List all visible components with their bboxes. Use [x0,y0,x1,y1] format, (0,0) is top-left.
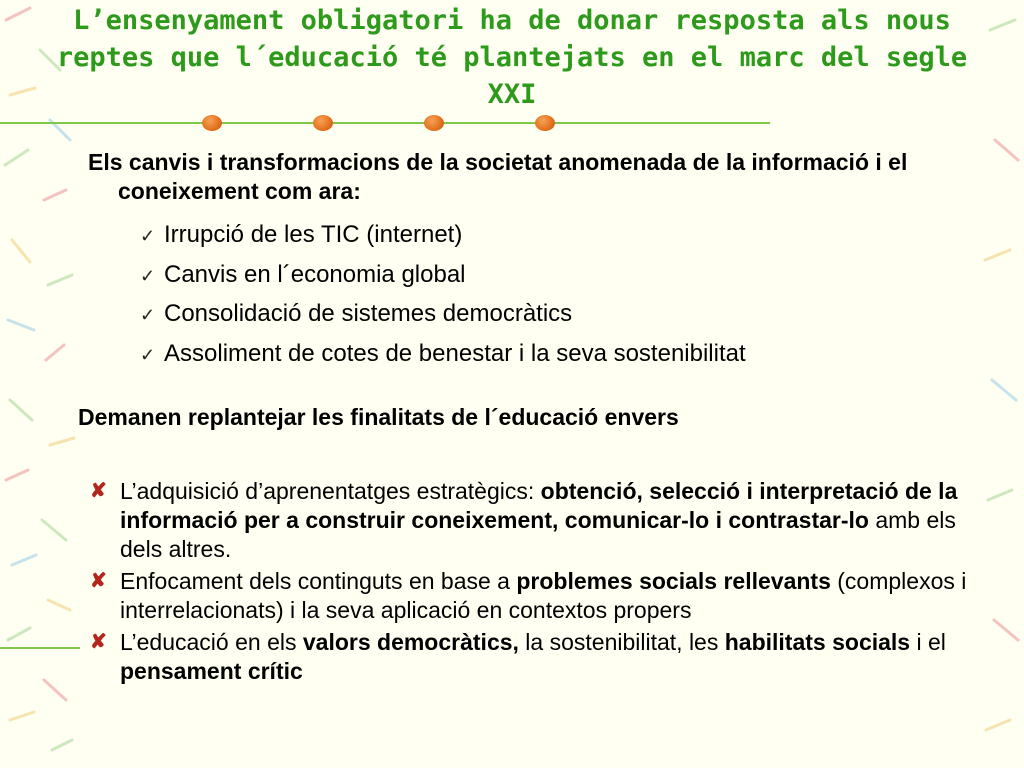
x-list [90,477,990,689]
check-item-text: Consolidació de sistemes democràtics [164,300,573,327]
divider-dot [202,115,222,131]
check-list-item [140,216,746,256]
check-mark-icon: ✓ [140,305,156,325]
divider-dot [535,115,555,131]
section-heading: Demanen replantejar les finalitats de l´educació envers [78,404,679,430]
item-bold-text: obtenció, selecció i interpretació de la informació per a construir coneixement, comunicar-lo i contrastar-lo [120,478,958,533]
divider-dot [313,115,333,131]
item-text: Enfocament dels continguts en base a [120,568,517,594]
x-list-item [90,477,990,564]
x-list-item [90,567,990,625]
x-mark-icon: ✘ [90,570,107,592]
item-bold-text: pensament crític [120,658,303,684]
divider-dot [424,115,444,131]
check-mark-icon: ✓ [140,226,156,246]
x-mark-icon: ✘ [90,631,107,653]
slide-title: L’ensenyament obligatori ha de donar resposta als nous reptes que l´educació té plantejats en el marc del segle XXI [56,5,968,110]
check-item-text: Irrupció de les TIC (internet) [164,221,463,248]
item-bold-text: habilitats socials [724,629,911,655]
item-text: la sostenibilitat, les [518,629,725,655]
item-bold-text: valors democràtics, [302,629,519,655]
title-divider [0,122,770,124]
item-text: (complexos i interrelacionats) i la seva aplicació en contextos propers [120,568,967,623]
check-item-text: Assoliment de cotes de benestar i la seva sostenibilitat [164,339,746,367]
check-list-item [140,295,746,335]
x-mark-icon: ✘ [90,480,107,502]
check-list [140,216,746,374]
item-text: L’adquisició d’aprenentatges estratègics: [120,478,541,504]
item-bold-text: problemes socials rellevants [516,568,831,594]
item-text: i el [910,629,946,655]
check-mark-icon: ✓ [140,344,156,365]
check-list-item [140,335,746,375]
item-text: L’educació en els [120,629,303,655]
check-list-item [140,256,746,296]
check-item-text: Canvis en l´economia global [164,260,466,288]
item-text: amb els dels altres. [120,507,956,562]
intro-paragraph: Els canvis i transformacions de la societat anomenada de la informació i el coneixement com ara: [88,149,908,204]
x-list-item [90,628,990,686]
check-mark-icon: ✓ [140,265,156,286]
